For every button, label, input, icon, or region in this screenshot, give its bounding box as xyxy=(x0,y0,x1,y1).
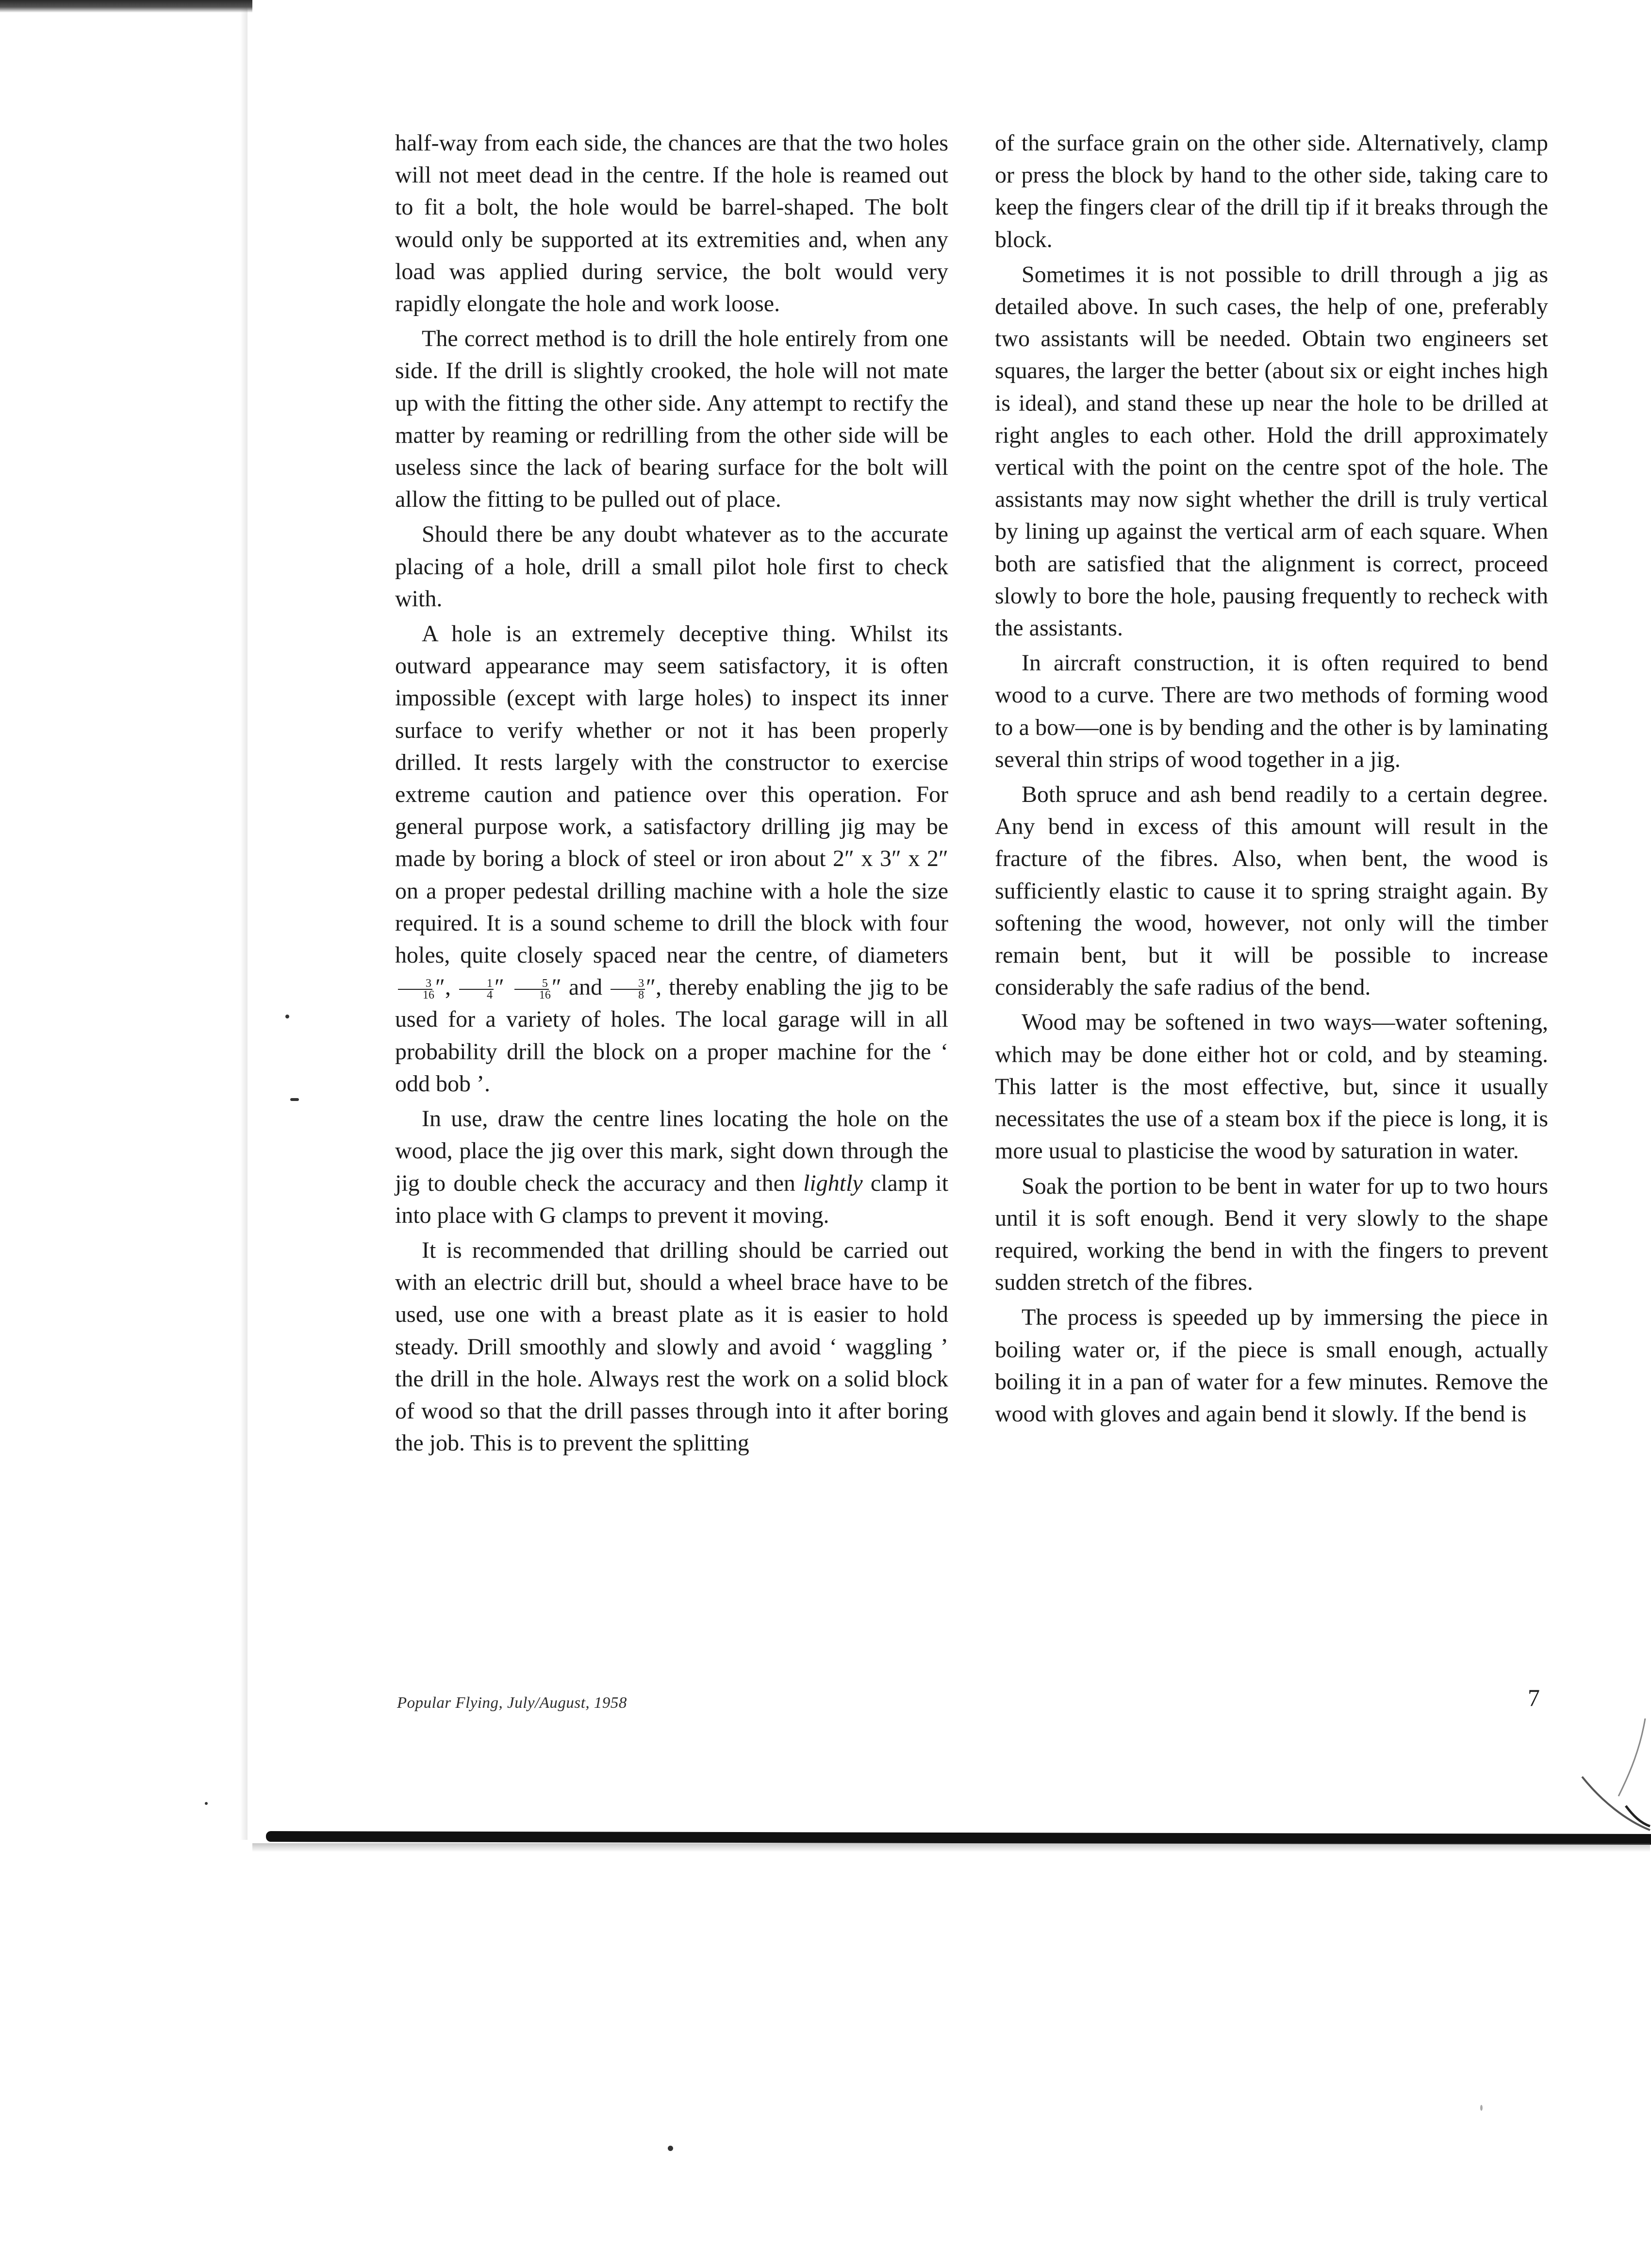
right-paragraph-3: In aircraft construction, it is often required to bend wood to a curve. There are two methods of forming wood to a bow—one is by bending and the other is by laminating several thin strips of wood together in a jig. xyxy=(995,650,1548,772)
paragraph-5-italic: lightly xyxy=(803,1170,863,1196)
left-paragraph-3: Should there be any doubt whatever as to the accurate placing of a hole, drill a small pilot hole first to check with. xyxy=(395,521,948,612)
right-paragraph-2: Sometimes it is not possible to drill through a jig as detailed above. In such cases, the help of one, preferably two assistants will be needed. Obtain two engineers set squares, the larger the better (about six or eight inches high is ideal), and stand these up near the hole to be drilled at right angles to each other. Hold the drill approximately vertical with the point on the centre spot of the hole. The assistants may now sight whether the drill is truly vertical by lining up against the vertical arm of each square. When both are satisfied that the alignment is correct, proceed slowly to bore the hole, pausing frequently to recheck with the assistants. xyxy=(995,261,1548,641)
right-paragraph-5: Wood may be softened in two ways—water softening, which may be done either hot or cold, and by steaming. This latter is the most effective, but, since it usually necessitates the use of a steam box if the piece is long, it is more usual to plasticise the wood by saturation in water. xyxy=(995,1009,1548,1164)
left-paragraph-2: The correct method is to drill the hole entirely from one side. If the drill is slightly crooked, the hole will not mate up with the fitting the other side. Any attempt to rectify the matter by reaming or redrilling from the other side will be useless since the lack of bearing surface for the bolt will allow the fitting to be pulled out of place. xyxy=(395,326,948,513)
page-edge-left xyxy=(0,0,248,1840)
scanner-edge-shadow xyxy=(266,1831,1651,1845)
scan-speck xyxy=(205,1802,208,1805)
scanner-edge-shadow-fade xyxy=(252,1843,1650,1852)
paragraph-4-text-before: A hole is an extremely deceptive thing. Whilst its outward appearance may seem satisfactory, it is often impossible (except with large holes) to inspect its inner surface to verify whether or not it has been properly drilled. It rests largely with the constructor to exercise extreme caution and patience over this operation. For general purpose work, a satisfactory drilling jig may be made by boring a block of steel or iron about 2″ x 3″ x 2″ on a proper pedestal drilling machine with a hole the size required. It is a sound scheme to drill the block with four holes, quite closely spaced near the centre, of diameters xyxy=(395,621,948,968)
fraction-three-eighths: $\frac{3}{8}$ xyxy=(611,978,645,1001)
scan-speck xyxy=(285,1015,289,1018)
right-paragraph-4: Both spruce and ash bend readily to a certain degree. Any bend in excess of this amount will result in the fracture of the fibres. Also, when bent, the wood is sufficiently elastic to cause it to spring straight again. By softening the wood, however, not only will the timber remain bent, but it will be possible to increase considerably the safe radius of the bend. xyxy=(995,782,1548,1001)
left-paragraph-5 xyxy=(395,1103,948,1232)
fraction-five-sixteenths: $\frac{5}{16}$ xyxy=(512,978,551,1001)
scan-speck xyxy=(290,1098,299,1101)
fraction-one-quarter: $\frac{1}{4}$ xyxy=(459,978,494,1001)
right-paragraph-6: Soak the portion to be bent in water for up to two hours until it is soft enough. Bend it very slowly to the shape required, working the bend in with the fingers to prevent sudden stretch of the fibres. xyxy=(995,1173,1548,1296)
left-paragraph-4: A hole is an extremely deceptive thing. Whilst its outward appearance may seem satisfactory, it is often impossible (except with large holes) to inspect its inner surface to verify whether or not it has been properly drilled. It rests largely with the constructor to exercise extreme caution and patience over this operation. For general purpose work, a satisfactory drilling jig may be made by boring a block of steel or iron about 2″ x 3″ x 2″ on a proper pedestal drilling machine with a hole the size required. It is a sound scheme to drill the block with four holes, quite closely spaced near the centre, of diameters $\frac{3}{16}$ ″, $\frac{1}{4}$ ″ $\frac{5}{16}$ ″ and $\frac{3}{8}$ ″, thereby enabling the jig to be used for a variety of holes. The local garage will in all probability drill the block on a proper machine for the ‘ odd bob ’. xyxy=(395,621,948,1097)
footer-journal-citation: Popular Flying, July/August, 1958 xyxy=(397,1694,627,1712)
page-edge-top xyxy=(0,0,252,13)
page-curl-mark xyxy=(1572,1718,1651,1845)
scan-speck xyxy=(1480,2105,1483,2111)
left-paragraph-1: half-way from each side, the chances are that the two holes will not meet dead in the centre. If the hole is reamed out to fit a bolt, the hole would be barrel-shaped. The bolt would only be supported at its extremities and, when any load was applied during service, the bolt would very rapidly elongate the hole and work loose. xyxy=(395,130,948,317)
right-paragraph-1: of the surface grain on the other side. Alternatively, clamp or press the block by hand to the other side, taking care to keep the fingers clear of the drill tip if it breaks through the block. xyxy=(995,130,1548,252)
fraction-three-sixteenths: $\frac{3}{16}$ xyxy=(396,978,434,1001)
right-column xyxy=(995,127,1548,1433)
paragraph-5-text-before: In use, draw the centre lines locating the hole on the wood, place the jig over this mark, sight down through the jig to double check the accuracy and then xyxy=(395,1106,948,1196)
paragraph-4-text-after: thereby enabling the jig to be used for a variety of holes. The local garage will in all probability drill the block on a proper machine for the ‘ odd bob ’. xyxy=(395,974,948,1097)
right-paragraph-7: The process is speeded up by immersing the piece in boiling water or, if the piece is small enough, actually boiling it in a pan of water for a few minutes. Remove the wood with gloves and again bend it slowly. If the bend is xyxy=(995,1304,1548,1427)
scan-speck xyxy=(668,2146,673,2151)
page-number: 7 xyxy=(1528,1684,1540,1711)
paragraph-5-text-after: clamp it into place with G clamps to prevent it moving. xyxy=(395,1170,949,1228)
left-column xyxy=(395,127,948,1462)
left-paragraph-6: It is recommended that drilling should be carried out with an electric drill but, should a wheel brace have to be used, use one with a breast plate as it is easier to hold steady. Drill smoothly and slowly and avoid ‘ waggling ’ the drill in the hole. Always rest the work on a solid block of wood so that the drill passes through into it after boring the job. This is to prevent the splitting xyxy=(395,1237,948,1456)
